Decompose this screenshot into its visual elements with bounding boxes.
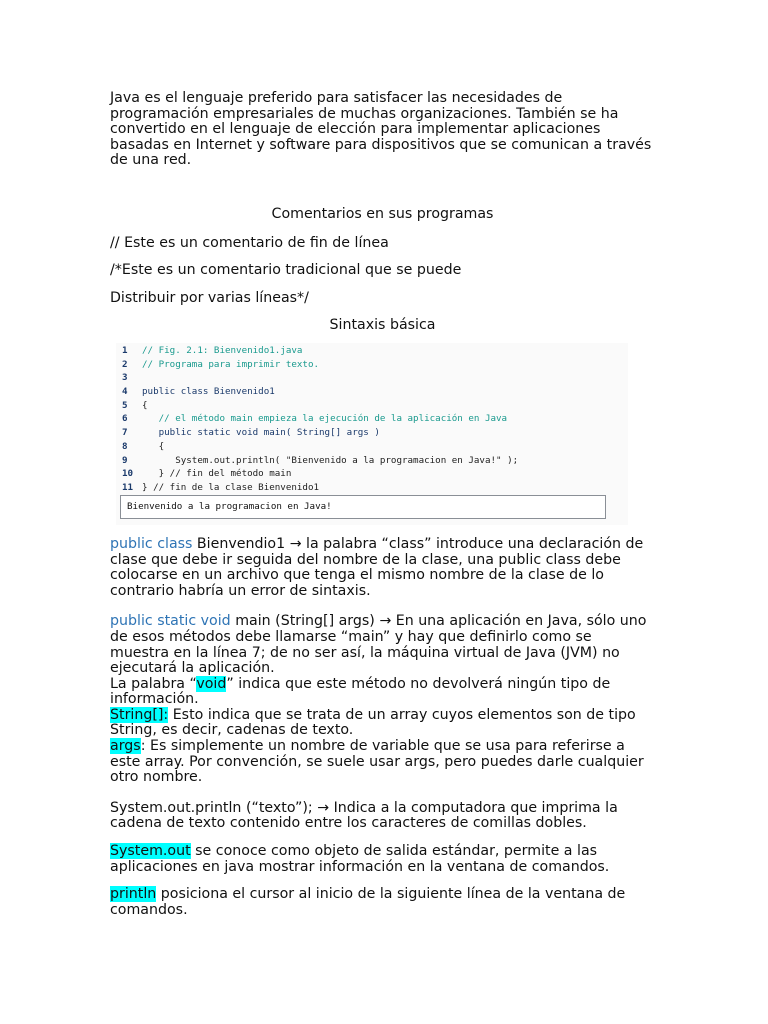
code-line [122,344,302,358]
code-line [122,426,380,440]
code-line [122,481,319,495]
paragraph-public-class [110,537,655,599]
code-line [122,358,319,372]
code-line [122,467,291,481]
code-text: { [142,440,165,452]
line-number: 8 [122,440,128,452]
line-number: 9 [122,454,128,466]
paragraph-system-out [110,844,655,875]
paragraph-println-explanation: System.out.println (“texto”); → Indica a la computadora que imprima la cadena de texto contenido entre los caracteres de comillas dobles. [110,799,618,832]
line-number: 3 [122,372,128,384]
code-text: public static void main( String[] args ) [142,427,380,439]
code-text: System.out.println( "Bienvenido a la programacion en Java!" ); [142,454,519,466]
code-text: // el método main empieza la ejecución de la aplicación en Java [142,413,508,425]
line-number: 10 [122,468,134,480]
highlight-args: args [110,738,141,755]
paragraph-main-method [110,614,655,676]
highlight-string-array: String[]: [110,706,169,723]
comment-line-3: Distribuir por varias líneas*/ [110,289,309,306]
code-line [122,399,148,413]
comment-line-1: // Este es un comentario de fin de línea [110,234,389,251]
highlight-void: void [196,675,227,692]
paragraph-text: : Es simplemente un nombre de variable que se usa para referirse a este array. Por convención, se suele usar args, pero puedes darle cualquier otro nombre. [110,738,644,786]
line-number: 11 [122,481,134,493]
code-text: // Programa para imprimir texto. [142,358,320,370]
paragraph-println [110,887,655,918]
line-number: 5 [122,399,128,411]
document-body [110,91,655,918]
highlight-println: println [110,886,157,903]
line-number: 2 [122,358,128,370]
paragraph-text: se conoce como objeto de salida estándar, permite a las aplicaciones en java mostrar información en la ventana de comandos. [110,843,610,875]
code-line [122,385,275,399]
paragraph-void [110,677,655,708]
code-text: } // fin del método main [142,468,292,480]
intro-paragraph: Java es el lenguaje preferido para satisfacer las necesidades de programación empresariales de muchas organizaciones. También se ha convertido en el lenguaje de elección para implementar aplicaciones basadas en Internet y software para dispositivos que se comunican a través de una red. [110,90,652,169]
code-text: { [142,399,148,411]
code-line [122,412,507,426]
line-number: 7 [122,427,128,439]
code-figure [116,343,628,525]
syntax-heading: Sintaxis básica [329,317,436,334]
code-text: // Fig. 2.1: Bienvenido1.java [142,344,303,356]
code-text: } // fin de la clase Bienvenido1 [142,481,320,493]
line-number: 6 [122,413,128,425]
paragraph-text: La palabra “ [110,675,197,692]
paragraph-text: posiciona el cursor al inicio de la siguiente línea de la ventana de comandos. [110,886,626,918]
code-line [122,371,142,385]
paragraph-text: main (String[] args) → En una aplicación en Java, sólo uno de esos métodos debe llamarse “main” y hay que definirlo como se muestra en la línea 7; de no ser así, la máquina virtual de Java (JVM) no ejecutará la aplicación. [110,613,647,677]
keyword-public-class: public class [110,535,193,552]
code-line [122,440,164,454]
comment-line-2: /*Este es un comentario tradicional que se puede [110,262,462,279]
keyword-public-static-void: public static void [110,613,231,630]
code-output-box: Bienvenido a la programacion en Java! [120,495,606,519]
code-text: public class Bienvenido1 [142,386,275,398]
line-number: 1 [122,344,128,356]
code-line [122,454,518,468]
comments-heading: Comentarios en sus programas [271,205,494,222]
paragraph-text: ” indica que este método no devolverá ningún tipo de información. [110,675,611,708]
paragraph-args [110,739,655,786]
paragraph-text: Bienvendio1 → la palabra “class” introduce una declaración de clase que debe ir seguida del nombre de la clase, una public class debe colocarse en un archivo que tenga el mismo nombre de la clase de lo contrario habría un error de sintaxis. [110,535,644,599]
paragraph-text: Esto indica que se trata de un array cuyos elementos son de tipo String, es decir, cadenas de texto. [110,706,636,739]
highlight-system-out: System.out [110,843,191,860]
line-number: 4 [122,386,128,398]
paragraph-string-array [110,708,655,739]
